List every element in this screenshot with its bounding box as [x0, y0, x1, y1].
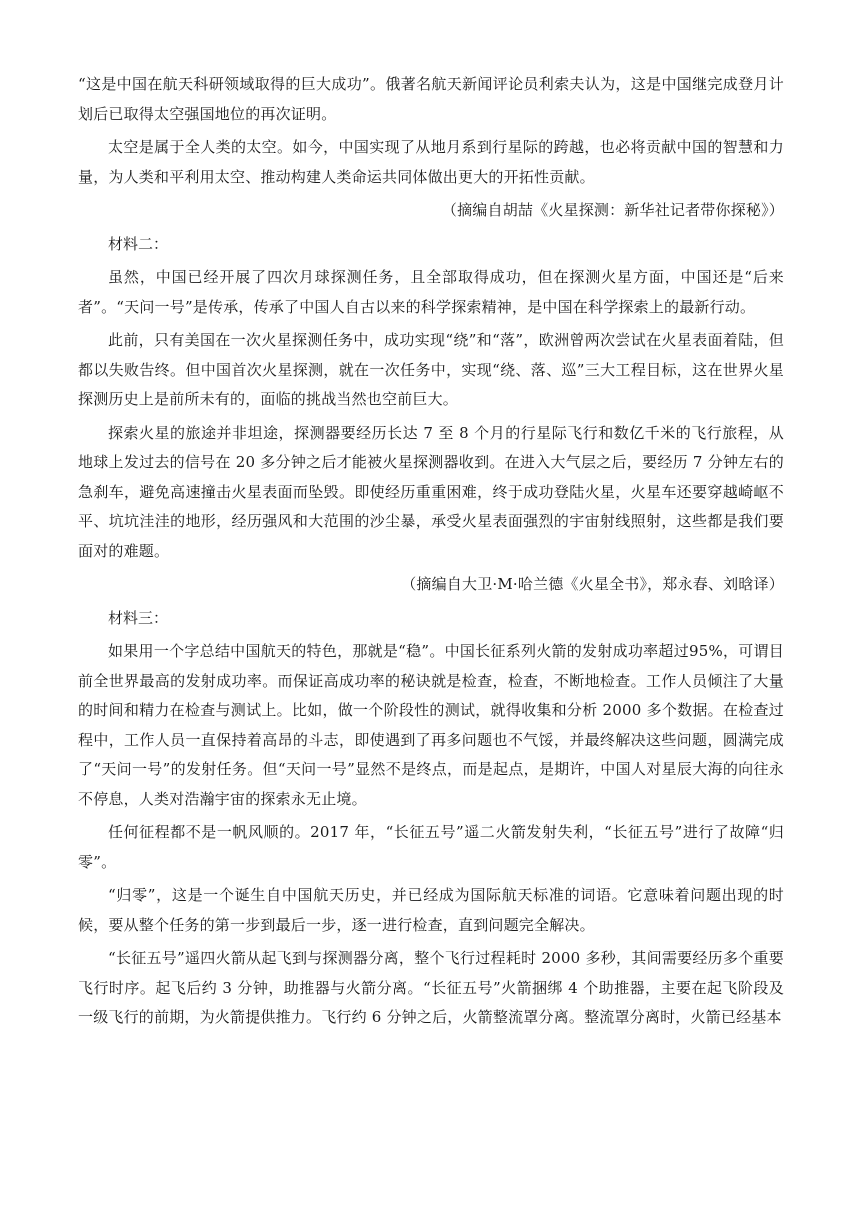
- section-heading: 材料三：: [108, 608, 169, 627]
- paragraph: “这是中国在航天科研领域取得的巨大成功”。俄著名航天新闻评论员利索夫认为，这是中国继完成登月计划后已取得太空强国地位的再次证明。: [78, 75, 784, 123]
- paragraph: “长征五号”遥四火箭从起飞到与探测器分离，整个飞行过程耗时 2000 多秒，其间需要经历多个重要飞行时序。起飞后约 3 分钟，助推器与火箭分离。“长征五号”火箭捆绑 4 个助推器，主要在起飞阶段及一级飞行的前期，为火箭提供推力。飞行约 6 分钟之后，火箭整流罩分离。整流罩分离时，火箭已经基本: [78, 949, 784, 1026]
- paragraph: 此前，只有美国在一次火星探测任务中，成功实现“绕”和“落”，欧洲曾两次尝试在火星表面着陆，但都以失败告终。但中国首次火星探测，就在一次任务中，实现“绕、落、巡”三大工程目标，这在世界火星探测历史上是前所未有的，面临的挑战当然也空前巨大。: [78, 331, 784, 408]
- section-heading: 材料二：: [108, 234, 169, 253]
- paragraph: 太空是属于全人类的太空。如今，中国实现了从地月系到行星际的跨越，也必将贡献中国的智慧和力量，为人类和平利用太空、推动构建人类命运共同体做出更大的开拓性贡献。: [78, 138, 784, 186]
- paragraph: “归零”，这是一个诞生自中国航天历史，并已经成为国际航天标准的词语。它意味着问题出现的时候，要从整个任务的第一步到最后一步，逐一进行检查，直到问题完全解决。: [78, 886, 784, 934]
- paragraph: 探索火星的旅途并非坦途，探测器要经历长达 7 至 8 个月的行星际飞行和数亿千米的飞行旅程，从地球上发过去的信号在 20 多分钟之后才能被火星探测器收到。在进入大气层之后，要经历 7 分钟左右的急刹车，避免高速撞击火星表面而坠毁。即使经历重重困难，终于成功登陆火星，火星车还要穿越崎岖不平、坑坑洼洼的地形，经历强风和大范围的沙尘暴，承受火星表面强烈的宇宙射线照射，这些都是我们要面对的难题。: [78, 423, 784, 560]
- source-citation: （摘编自胡喆《火星探测：新华社记者带你探秘》）: [441, 201, 784, 219]
- paragraph: 如果用一个字总结中国航天的特色，那就是“稳”。中国长征系列火箭的发射成功率超过95%，可谓目前全世界最高的发射成功率。而保证高成功率的秘诀就是检查，检查，不断地检查。工作人员倾注了大量的时间和精力在检查与测试上。比如，做一个阶段性的测试，就得收集和分析 2000 多个数据。在检查过程中，工作人员一直保持着高昂的斗志，即使遇到了再多问题也不气馁，并最终解决这些问题，圆满完成了“天问一号”的发射任务。但“天问一号”显然不是终点，而是起点，是期许，中国人对星辰大海的向往永不停息，人类对浩瀚宇宙的探索永无止境。: [78, 642, 784, 808]
- paragraph: 任何征程都不是一帆风顺的。2017 年，“长征五号”遥二火箭发射失利，“长征五号”进行了故障“归零”。: [78, 823, 784, 871]
- source-citation: （摘编自大卫·M·哈兰德《火星全书》，郑永春、刘晗译）: [401, 575, 784, 593]
- paragraph: 虽然，中国已经开展了四次月球探测任务，且全部取得成功，但在探测火星方面，中国还是“后来者”。“天问一号”是传承，传承了中国人自古以来的科学探索精神，是中国在科学探索上的最新行动。: [78, 268, 784, 316]
- document-page: [78, 70, 784, 1033]
